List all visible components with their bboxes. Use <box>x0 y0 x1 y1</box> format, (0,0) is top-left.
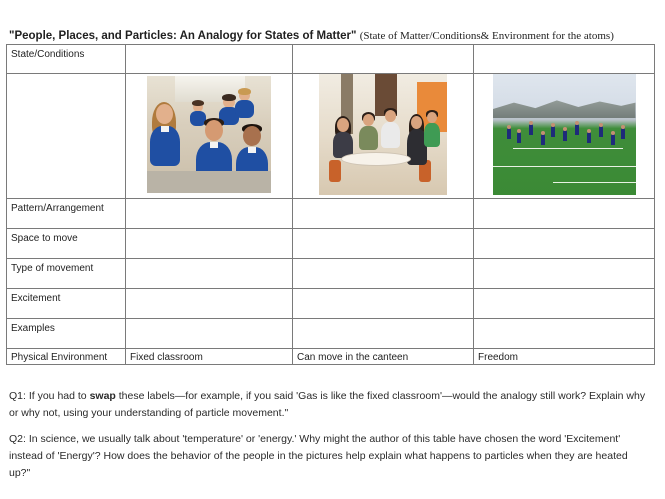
header-cell-2[interactable] <box>293 45 474 74</box>
table-cell[interactable] <box>293 259 474 289</box>
table-cell[interactable] <box>293 229 474 259</box>
row-label-cell <box>7 199 126 229</box>
title-subtitle: (State of Matter/Conditions& Environment for the atoms) <box>359 30 614 42</box>
image-row <box>7 74 655 199</box>
table-cell[interactable] <box>293 199 474 229</box>
table-cell[interactable] <box>126 259 293 289</box>
table-row <box>7 199 655 229</box>
table-row <box>7 319 655 349</box>
canteen-photo <box>319 74 447 195</box>
table-cell[interactable] <box>474 199 655 229</box>
table-row <box>7 289 655 319</box>
question-2: Q2: In science, we usually talk about 'temperature' or 'energy.' Why might the author of this table have chosen the word 'Excitement' instead of 'Energy'? How does the behavior of the people in the pictures help explain what happens to particles when they are heated up?" <box>9 433 628 479</box>
table-cell[interactable] <box>474 319 655 349</box>
table-cell[interactable] <box>126 289 293 319</box>
table-cell[interactable]: Can move in the canteen <box>293 349 474 365</box>
question-1 <box>9 388 649 422</box>
table-cell[interactable] <box>293 289 474 319</box>
table-cell[interactable] <box>126 229 293 259</box>
sports-field-photo <box>493 74 636 195</box>
table-cell[interactable] <box>126 199 293 229</box>
row-label-movement: Type of movement <box>11 263 94 274</box>
row-label-cell <box>7 319 126 349</box>
header-cell-3[interactable] <box>474 45 655 74</box>
row-label-space: Space to move <box>11 233 78 244</box>
row-label-cell <box>7 349 126 365</box>
row-label-excitement: Excitement <box>11 293 61 304</box>
row-label-environment: Physical Environment <box>11 352 108 363</box>
image-row-label-cell <box>7 74 126 199</box>
table-cell[interactable] <box>126 319 293 349</box>
classroom-photo <box>147 76 271 193</box>
q1-emphasis: swap <box>89 390 116 402</box>
table-row <box>7 259 655 289</box>
row-label-cell <box>7 289 126 319</box>
canteen-photo-cell <box>293 74 474 199</box>
row-label-examples: Examples <box>11 323 55 334</box>
document-title <box>9 30 614 42</box>
table-header-row <box>7 45 655 74</box>
row-label-pattern: Pattern/Arrangement <box>11 203 104 214</box>
row-label-cell <box>7 229 126 259</box>
table-cell[interactable]: Fixed classroom <box>126 349 293 365</box>
table-row <box>7 349 655 365</box>
table-cell[interactable]: Freedom <box>474 349 655 365</box>
header-label: State/Conditions <box>11 49 85 60</box>
q1-text: these labels—for example, if you said 'Gas is like the fixed classroom'—would the analogy still work? Explain why or why not, using your understanding of particle movement." <box>9 390 646 419</box>
row-label-cell <box>7 259 126 289</box>
table-row <box>7 229 655 259</box>
states-of-matter-table <box>6 44 655 365</box>
header-label-cell <box>7 45 126 74</box>
header-cell-1[interactable] <box>126 45 293 74</box>
sports-field-photo-cell <box>474 74 655 199</box>
title-main: "People, Places, and Particles: An Analogy for States of Matter" <box>9 30 357 42</box>
q1-prefix: Q1: If you had to <box>9 390 90 402</box>
table-cell[interactable] <box>474 289 655 319</box>
table-cell[interactable] <box>474 259 655 289</box>
classroom-photo-cell <box>126 74 293 199</box>
table-cell[interactable] <box>293 319 474 349</box>
table-cell[interactable] <box>474 229 655 259</box>
